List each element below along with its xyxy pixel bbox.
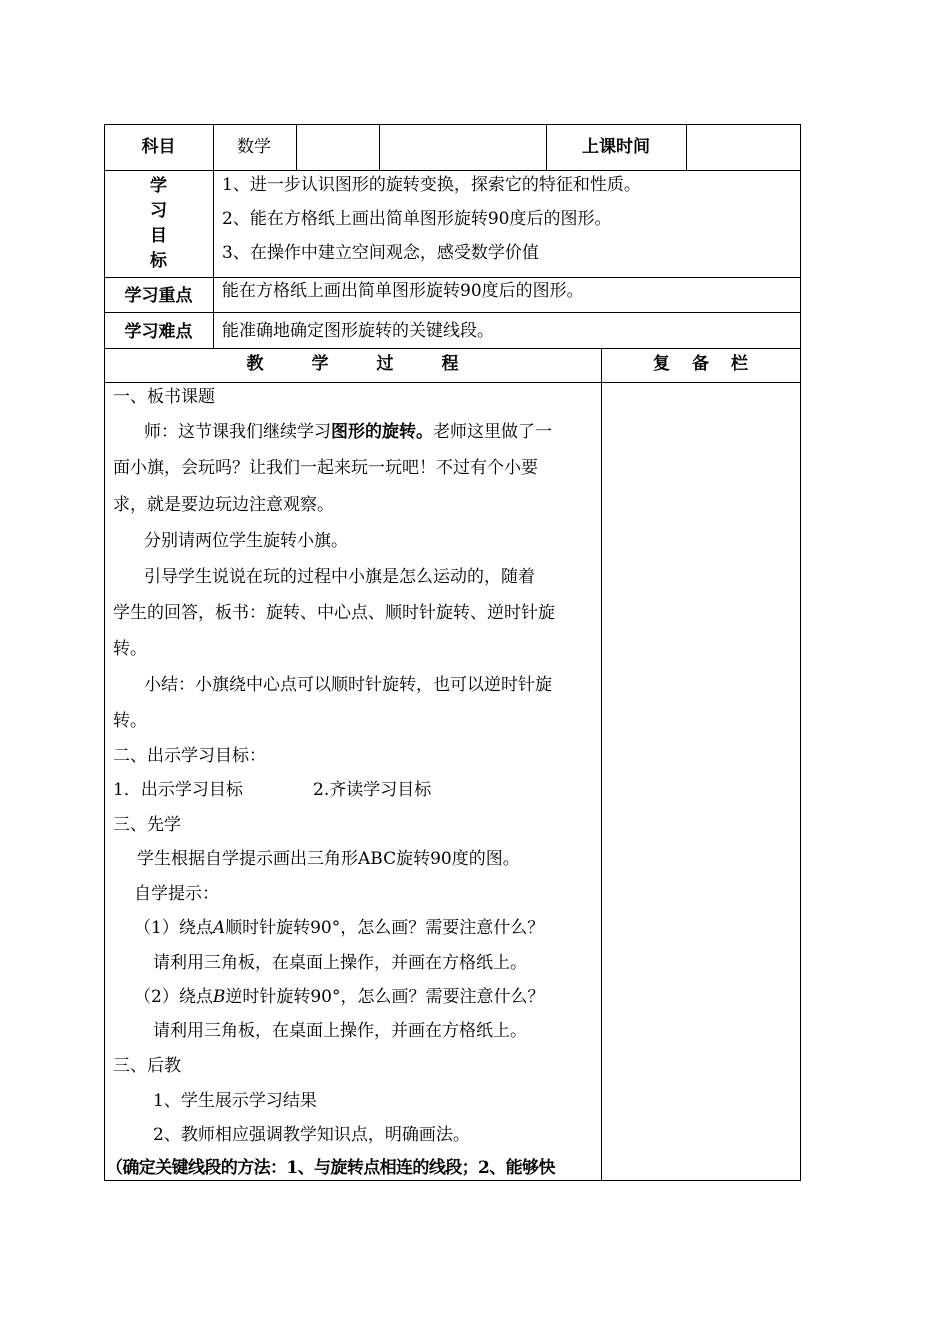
process-header: 教学过程: [246, 354, 507, 374]
objectives-label-char: 标: [150, 251, 167, 271]
process-text: 老师这里做了一: [433, 422, 552, 442]
col-divider: [686, 124, 687, 170]
row-divider: [104, 277, 801, 278]
process-text-italic: A: [212, 918, 226, 938]
process-line: 一、板书课题: [113, 387, 215, 407]
col-divider: [296, 124, 297, 170]
row-divider: [104, 170, 801, 171]
process-text: 逆时针旋转90°，怎么画？需要注意什么？: [225, 987, 545, 1007]
table-border-left: [104, 124, 105, 1181]
process-text-italic: B: [212, 987, 226, 1007]
objective-item: 3、在操作中建立空间观念，感受数学价值: [222, 243, 539, 263]
process-line: 请利用三角板，在桌面上操作，并画在方格纸上。: [153, 1021, 527, 1041]
col-divider: [379, 124, 380, 170]
process-text: 师：这节课我们继续学习: [144, 422, 331, 442]
key-point-text: 能在方格纸上画出简单图形旋转90度后的图形。: [222, 281, 584, 301]
process-line: 自学提示：: [134, 884, 219, 904]
objective-item: 1、进一步认识图形的旋转变换，探索它的特征和性质。: [222, 175, 641, 195]
process-line: 三、先学: [113, 815, 181, 835]
difficulty-label: 学习难点: [124, 322, 193, 342]
process-line: 二、出示学习目标：: [113, 746, 266, 766]
process-line: [144, 421, 552, 443]
process-line: 面小旗，会玩吗？让我们一起来玩一玩吧！不过有个小要: [113, 458, 538, 478]
key-point-label: 学习重点: [124, 286, 193, 306]
col-divider: [601, 348, 602, 1181]
process-line: 2、教师相应强调教学知识点，明确画法。: [153, 1125, 470, 1145]
process-line: 小结：小旗绕中心点可以顺时针旋转，也可以逆时针旋: [144, 675, 552, 695]
objectives-label-char: 目: [150, 226, 167, 246]
time-label: 上课时间: [582, 137, 650, 157]
row-divider: [104, 382, 801, 383]
subject-value: 数学: [237, 137, 271, 157]
review-header: 复备栏: [653, 354, 770, 374]
objectives-label-char: 习: [150, 201, 167, 221]
process-line: 分别请两位学生旋转小旗。: [144, 531, 348, 551]
process-line: 转。: [113, 639, 147, 659]
process-text-emphasis: 图形的旋转。: [331, 422, 433, 442]
process-line: 学生根据自学提示画出三角形ABC旋转90度的图。: [137, 849, 520, 869]
process-line: 引导学生说说在玩的过程中小旗是怎么运动的，随着: [144, 567, 535, 587]
objective-item: 2、能在方格纸上画出简单图形旋转90度后的图形。: [222, 209, 612, 229]
process-line: [134, 986, 544, 1008]
process-line: 转。: [113, 711, 147, 731]
process-text: （2）绕点: [134, 987, 213, 1007]
table-border-bottom: [104, 1180, 801, 1181]
process-line: （确定关键线段的方法：1、与旋转点相连的线段；2、能够快: [106, 1158, 555, 1178]
process-line: 学生的回答，板书：旋转、中心点、顺时针旋转、逆时针旋: [113, 603, 555, 623]
process-text: （1）绕点: [134, 918, 213, 938]
process-line: 1．出示学习目标: [113, 780, 243, 800]
process-line: 请利用三角板，在桌面上操作，并画在方格纸上。: [153, 953, 527, 973]
process-text: 顺时针旋转90°，怎么画？需要注意什么？: [225, 918, 545, 938]
row-divider: [104, 312, 801, 313]
col-divider: [213, 124, 214, 348]
subject-label: 科目: [141, 137, 176, 157]
objectives-label-char: 学: [150, 176, 167, 196]
process-line: [134, 917, 544, 939]
process-line: 三、后教: [113, 1056, 181, 1076]
row-divider: [104, 348, 801, 349]
process-line: 2.齐读学习目标: [313, 780, 432, 800]
table-border-right: [800, 124, 801, 1181]
table-border-top: [104, 124, 801, 125]
process-line: 求，就是要边玩边注意观察。: [113, 495, 334, 515]
difficulty-text: 能准确地确定图形旋转的关键线段。: [222, 321, 494, 341]
process-line: 1、学生展示学习结果: [153, 1091, 317, 1111]
